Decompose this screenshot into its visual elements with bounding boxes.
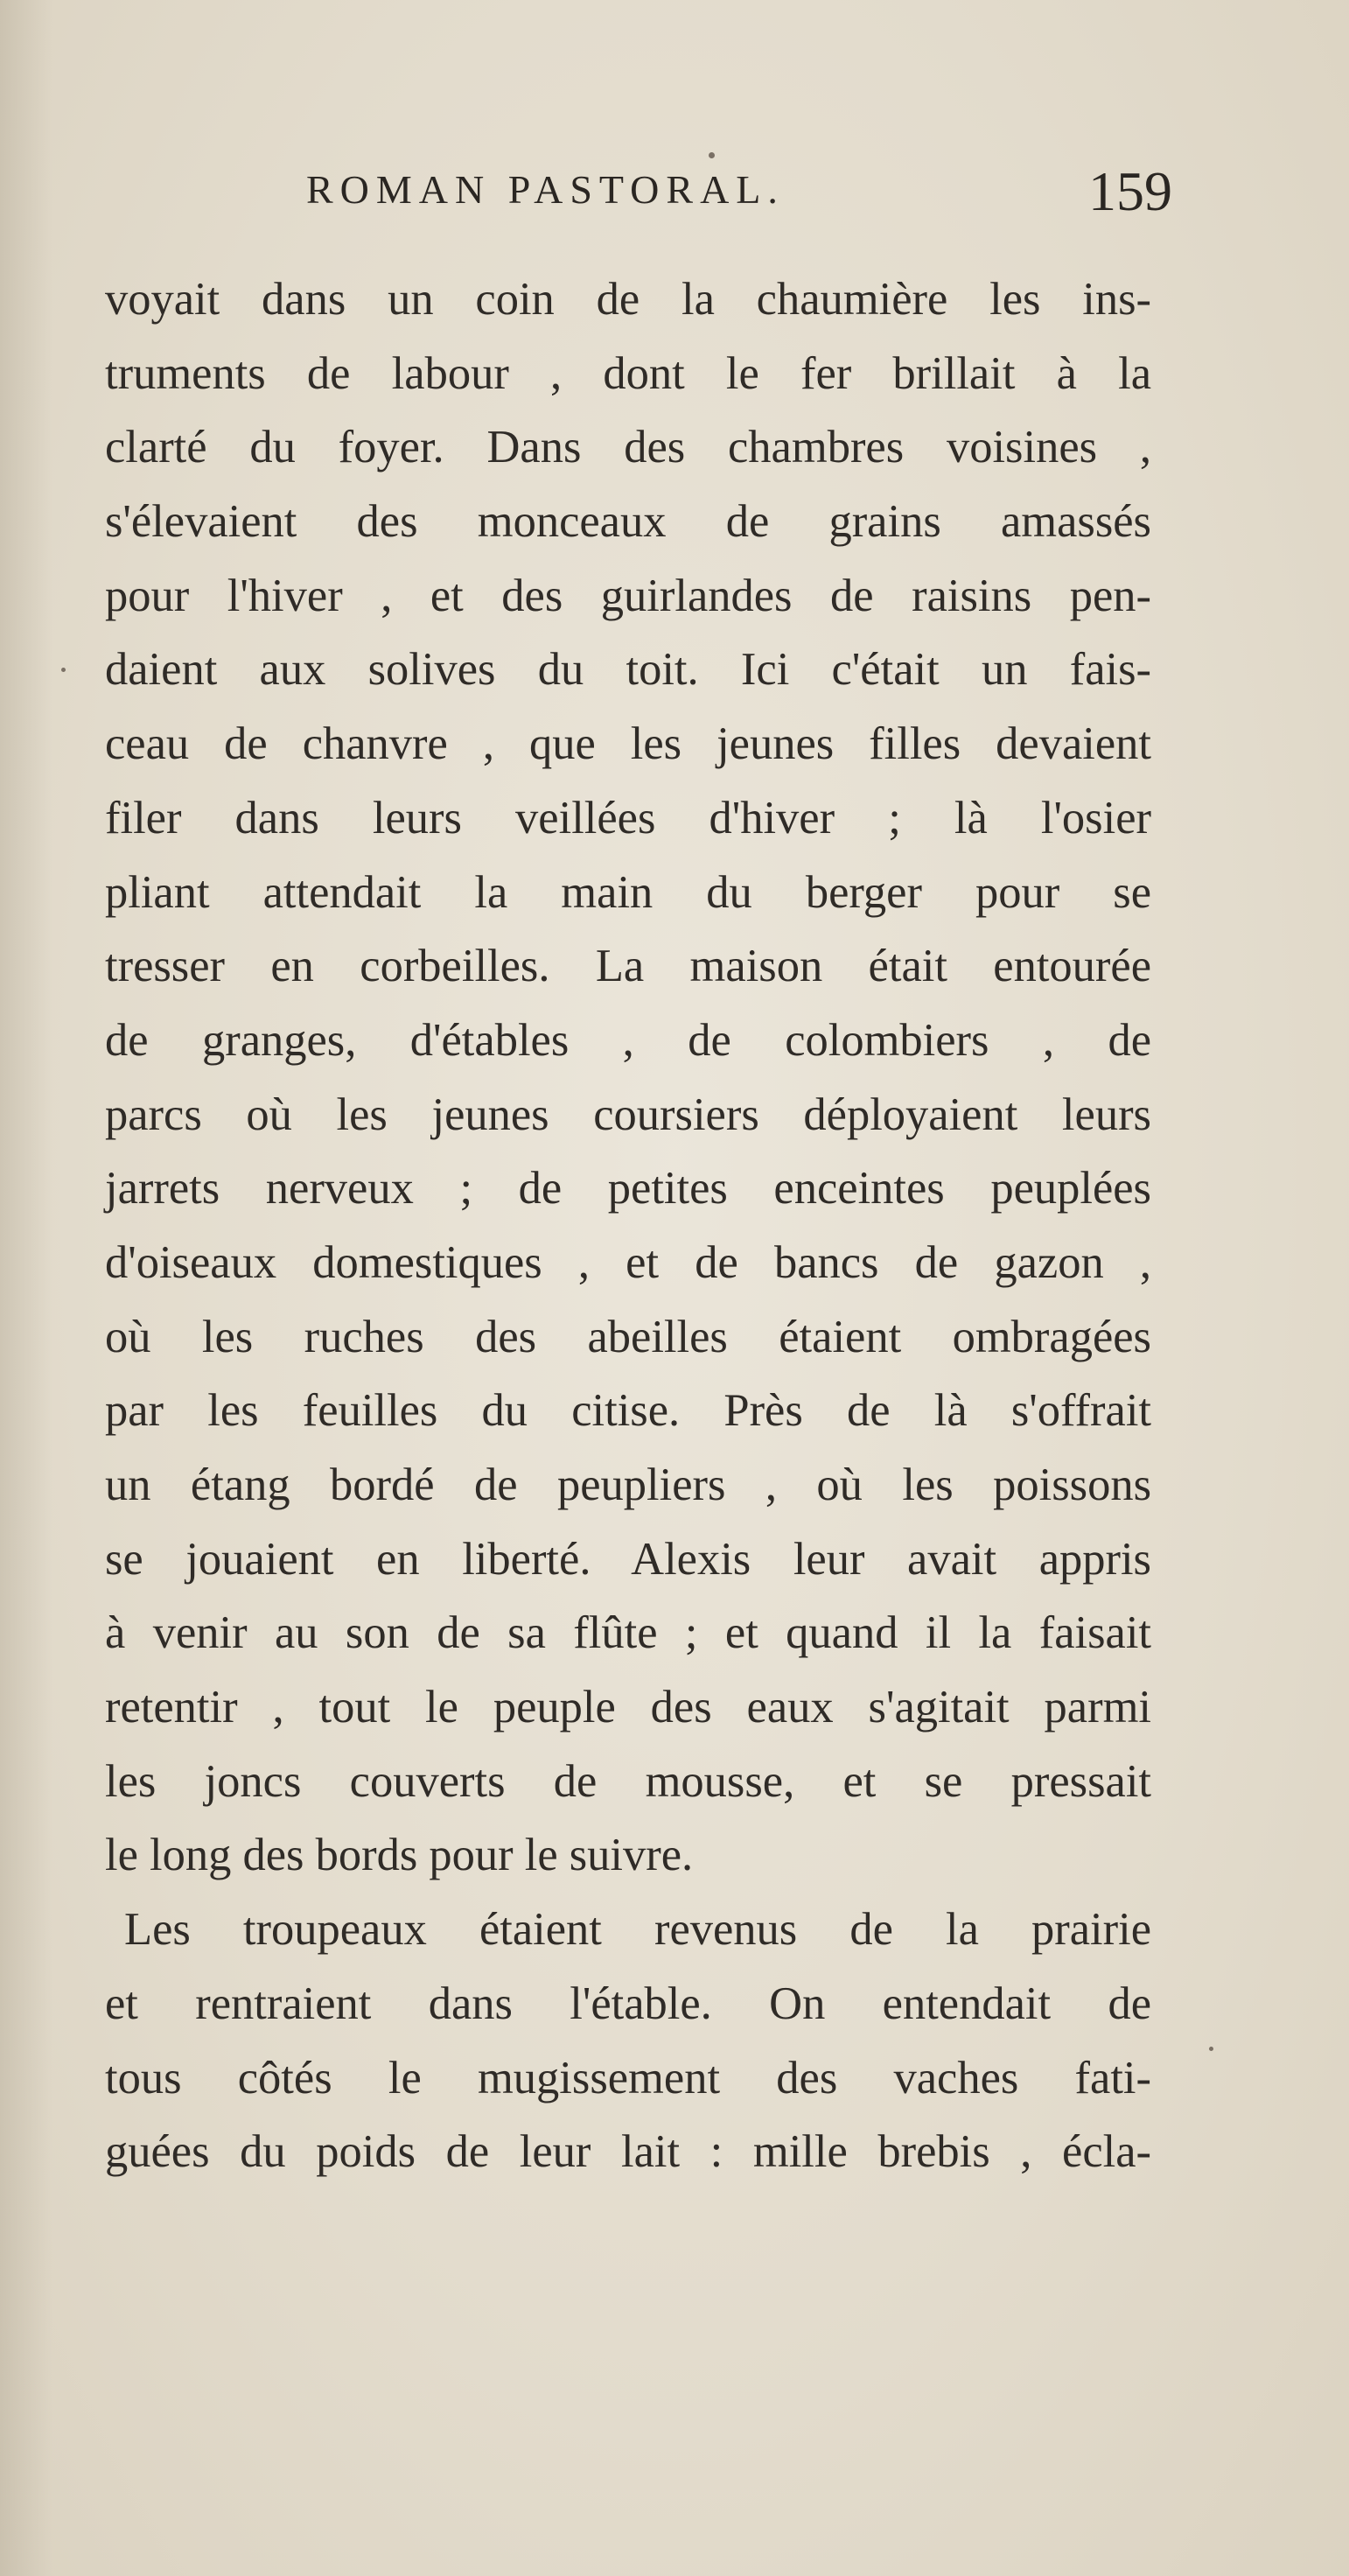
ink-speck	[1209, 2047, 1213, 2051]
page-number: 159	[1088, 160, 1172, 222]
text-line: daient aux solives du toit. Ici c'était un fais-	[105, 644, 1151, 696]
text-line: tresser en corbeilles. La maison était entourée	[105, 941, 1151, 992]
text-line: pour l'hiver , et des guirlandes de raisins pen-	[105, 570, 1151, 621]
body-text	[105, 262, 1151, 2189]
paragraph-start-line: Les troupeaux étaient revenus de la prairie	[124, 1904, 1151, 1956]
text-line: guées du poids de leur lait : mille brebis , écla-	[105, 2126, 1151, 2178]
text-line: voyait dans un coin de la chaumière les ins-	[105, 274, 1151, 325]
text-line: d'oiseaux domestiques , et de bancs de gazon ,	[105, 1236, 1151, 1288]
text-line: où les ruches des abeilles étaient ombragées	[105, 1311, 1151, 1362]
ink-speck	[709, 152, 715, 158]
page-header	[105, 160, 1172, 245]
text-line: retentir , tout le peuple des eaux s'agitait parmi	[105, 1682, 1151, 1733]
text-line: par les feuilles du citise. Près de là s'offrait	[105, 1385, 1151, 1437]
text-line: s'élevaient des monceaux de grains amassés	[105, 496, 1151, 548]
text-line: truments de labour , dont le fer brillait à la	[105, 347, 1151, 399]
text-line: clarté du foyer. Dans des chambres voisines ,	[105, 422, 1151, 473]
text-line: tous côtés le mugissement des vaches fati-	[105, 2052, 1151, 2104]
text-line: les joncs couverts de mousse, et se pressait	[105, 1755, 1151, 1807]
text-line: à venir au son de sa flûte ; et quand il la faisait	[105, 1607, 1151, 1659]
text-line: de granges, d'étables , de colombiers , de	[105, 1014, 1151, 1066]
text-line: parcs où les jeunes coursiers déployaient leurs	[105, 1088, 1151, 1140]
text-line: ceau de chanvre , que les jeunes filles devaient	[105, 718, 1151, 770]
text-line: se jouaient en liberté. Alexis leur avait appris	[105, 1533, 1151, 1585]
text-line: et rentraient dans l'étable. On entendait de	[105, 1978, 1151, 2029]
paragraph-end-line: le long des bords pour le suivre.	[105, 1830, 694, 1881]
text-line: un étang bordé de peupliers , où les poissons	[105, 1460, 1151, 1510]
text-line: jarrets nerveux ; de petites enceintes peuplées	[105, 1163, 1151, 1214]
running-title: ROMAN PASTORAL.	[306, 167, 785, 212]
ink-speck	[61, 668, 66, 672]
text-line: pliant attendait la main du berger pour se	[105, 866, 1151, 918]
text-line: filer dans leurs veillées d'hiver ; là l'osier	[105, 792, 1151, 844]
page-gutter-shadow	[0, 0, 52, 2576]
